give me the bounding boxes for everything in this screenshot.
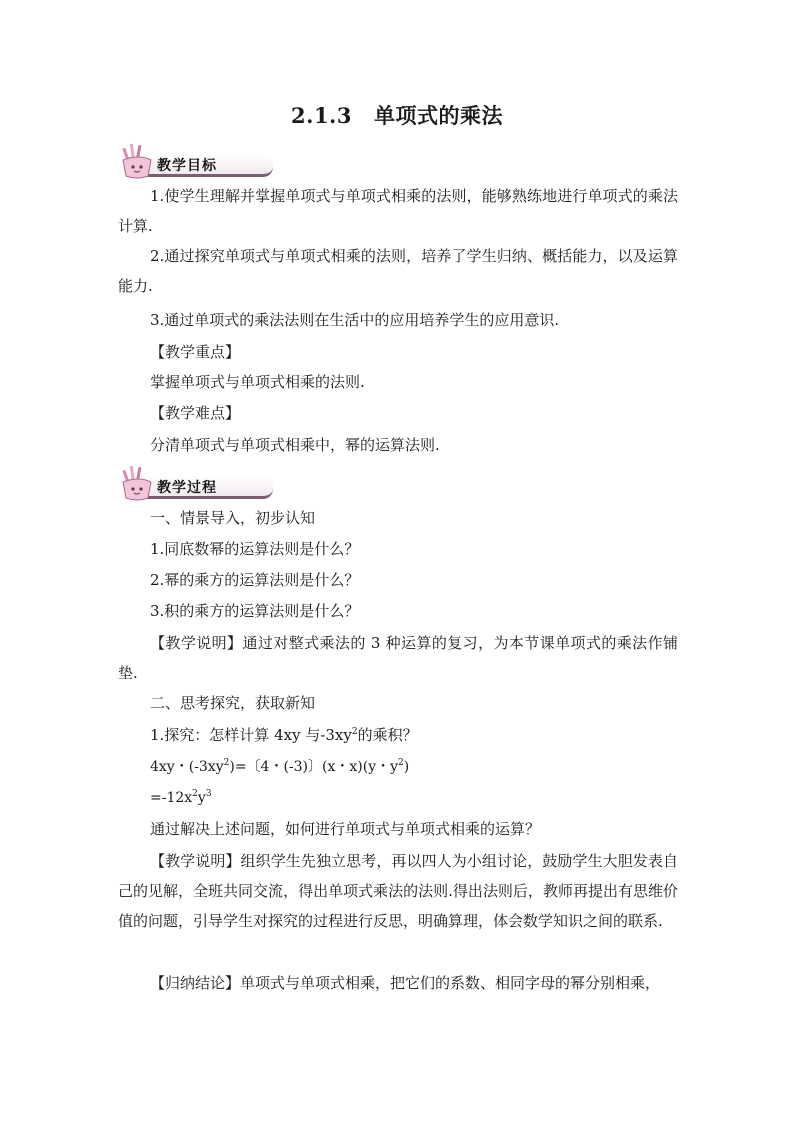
objective-1: 1.使学生理解并掌握单项式与单项式相乘的法则，能够熟练地进行单项式的乘法计算. — [118, 187, 678, 235]
section-header-process — [117, 464, 277, 504]
review-question-2: 2.幂的乘方的运算法则是什么？ — [150, 571, 360, 589]
pencil-cup-mascot-icon — [117, 142, 161, 182]
section-title-text: 单项式的乘法 — [373, 103, 503, 128]
formula-step-1: 4xy・$(-3xy^2)=$〔4・(-3)〕(x・x)(y・$y^2$) — [150, 758, 410, 775]
teaching-note-2: 【教学说明】组织学生先独立思考，再以四人为小组讨论，鼓励学生大胆发表自己的见解，全班共同交流，得出单项式乘法的法则.得出法则后，教师再提出有思维价值的问题，引导学生对探究的过程进行反思，明确算理，体会数学知识之间的联系. — [118, 852, 678, 930]
section-label: 教学目标 — [157, 158, 217, 174]
difficulty-text: 分清单项式与单项式相乘中，幂的运算法则. — [150, 436, 440, 454]
section-header-objectives — [117, 142, 277, 182]
review-question-3: 3.积的乘方的运算法则是什么？ — [150, 602, 360, 620]
key-point-heading: 【教学重点】 — [150, 343, 241, 361]
part2-heading: 二、思考探究，获取新知 — [150, 694, 316, 712]
section-number: 2.1.3 — [291, 103, 352, 128]
objective-3: 3.通过单项式的乘法法则在生活中的应用培养学生的应用意识. — [150, 311, 560, 329]
teaching-note-1: 【教学说明】通过对整式乘法的 3 种运算的复习，为本节课单项式的乘法作铺垫. — [118, 634, 678, 682]
explore-question: 1.探究：怎样计算 4xy 与$-3xy^2$的乘积？ — [150, 726, 418, 744]
difficulty-heading: 【教学难点】 — [150, 404, 241, 422]
page-title — [0, 100, 794, 130]
part1-heading: 一、情景导入，初步认知 — [150, 509, 316, 527]
pencil-cup-mascot-icon — [117, 464, 161, 504]
conclusion: 【归纳结论】单项式与单项式相乘，把它们的系数、相同字母的幂分别相乘， — [150, 974, 661, 992]
formula-step-2: $=-12x^2y^3$ — [150, 789, 212, 806]
review-question-1: 1.同底数幂的运算法则是什么？ — [150, 540, 360, 558]
key-point-text: 掌握单项式与单项式相乘的法则. — [150, 373, 365, 391]
section-label: 教学过程 — [157, 480, 217, 496]
method-question: 通过解决上述问题，如何进行单项式与单项式相乘的运算？ — [150, 820, 541, 838]
objective-2: 2.通过探究单项式与单项式相乘的法则，培养了学生归纳、概括能力，以及运算能力. — [118, 247, 678, 295]
